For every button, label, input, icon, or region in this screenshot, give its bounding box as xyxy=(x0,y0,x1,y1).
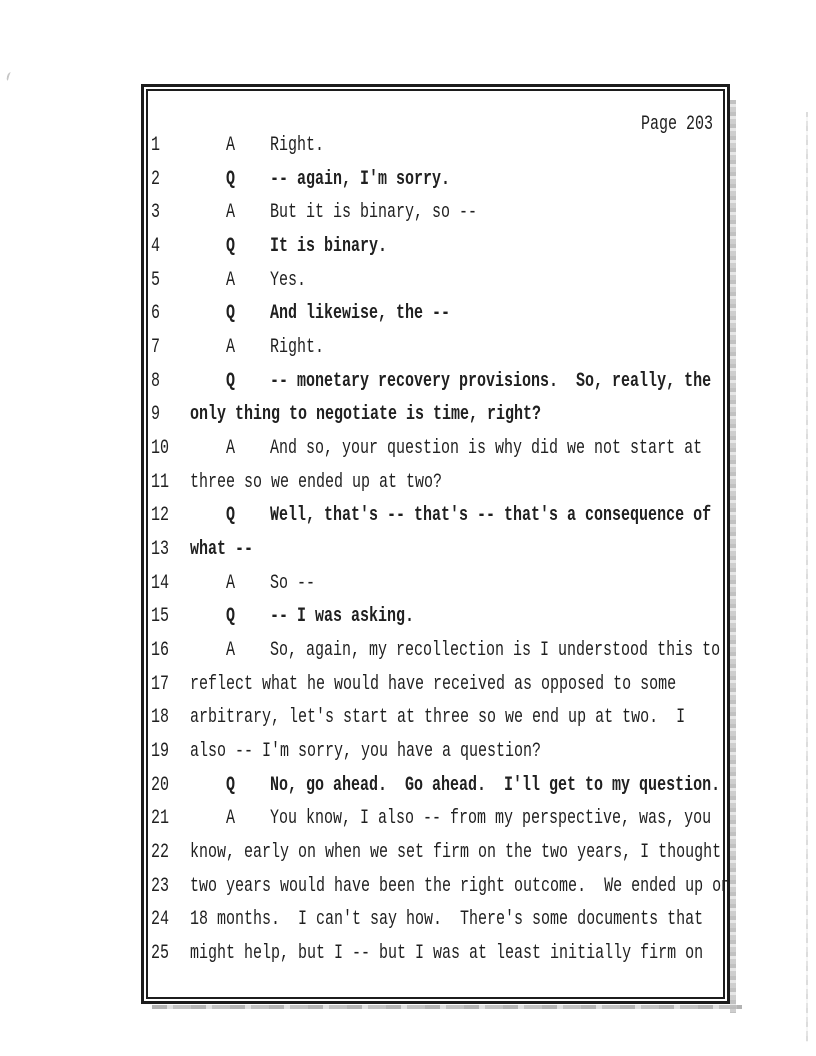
line-number: 15 xyxy=(151,604,170,629)
line-number: 2 xyxy=(151,167,161,191)
line-number: 10 xyxy=(151,436,170,461)
transcript-line xyxy=(144,135,727,163)
transcript-line xyxy=(144,472,727,500)
transcript-line xyxy=(144,404,727,432)
line-text: two years would have been the right outcome. We ended up on xyxy=(190,874,731,898)
line-number: 11 xyxy=(151,470,170,494)
speaker-label: A xyxy=(226,638,236,662)
scan-shadow-right xyxy=(730,100,736,1013)
speaker-label: A xyxy=(226,806,236,831)
speaker-label: Q xyxy=(226,234,236,259)
scan-shadow-bottom xyxy=(152,1005,742,1009)
line-number: 16 xyxy=(151,638,170,662)
line-number: 4 xyxy=(151,234,161,259)
line-number: 18 xyxy=(151,705,170,730)
line-text: No, go ahead. Go ahead. I'll get to my question. xyxy=(270,773,721,797)
speaker-label: A xyxy=(226,133,236,158)
line-number: 12 xyxy=(151,503,170,528)
line-text: arbitrary, let's start at three so we end up at two. I xyxy=(190,705,686,730)
transcript-line xyxy=(144,202,727,230)
line-text: 18 months. I can't say how. There's some documents that xyxy=(190,907,704,932)
transcript-line xyxy=(144,775,727,803)
line-number: 23 xyxy=(151,874,170,898)
line-number: 13 xyxy=(151,537,170,561)
transcript-line xyxy=(144,741,727,769)
transcript-line xyxy=(144,606,727,634)
line-text: And likewise, the -- xyxy=(270,301,451,326)
paper-edge-line xyxy=(806,112,808,1042)
line-number: 17 xyxy=(151,672,170,696)
line-number: 3 xyxy=(151,200,161,225)
speaker-label: Q xyxy=(226,167,236,191)
line-number: 24 xyxy=(151,907,170,932)
line-text: So, again, my recollection is I understood this to xyxy=(270,638,721,662)
transcript-line xyxy=(144,169,727,197)
transcript-page-frame xyxy=(141,84,730,1004)
line-text: -- again, I'm sorry. xyxy=(270,167,451,191)
transcript-line xyxy=(144,371,727,399)
line-text: might help, but I -- but I was at least initially firm on xyxy=(190,941,704,965)
line-text: So -- xyxy=(270,571,316,595)
transcript-line xyxy=(144,236,727,264)
scan-speck xyxy=(6,72,13,82)
transcript-line xyxy=(144,909,727,937)
speaker-label: Q xyxy=(226,301,236,326)
transcript-line xyxy=(144,539,727,567)
line-text: -- I was asking. xyxy=(270,604,415,629)
line-number: 1 xyxy=(151,133,161,158)
line-number: 9 xyxy=(151,402,161,427)
speaker-label: A xyxy=(226,436,236,461)
line-text: also -- I'm sorry, you have a question? xyxy=(190,739,542,763)
line-text: You know, I also -- from my perspective, was, you xyxy=(270,806,712,831)
line-text: what -- xyxy=(190,537,254,561)
speaker-label: Q xyxy=(226,503,236,528)
page-number-label: Page 203 xyxy=(640,112,713,137)
transcript-line xyxy=(144,808,727,836)
line-text: only thing to negotiate is time, right? xyxy=(190,402,542,427)
line-text: Yes. xyxy=(270,268,307,292)
line-text: -- monetary recovery provisions. So, really, the xyxy=(270,369,712,393)
line-text: reflect what he would have received as opposed to some xyxy=(190,672,677,696)
line-text: three so we ended up at two? xyxy=(190,470,443,494)
transcript-line xyxy=(144,943,727,971)
speaker-label: Q xyxy=(226,369,236,393)
transcript-line xyxy=(144,303,727,331)
line-text: And so, your question is why did we not start at xyxy=(270,436,703,461)
transcript-line xyxy=(144,707,727,735)
line-number: 8 xyxy=(151,369,161,393)
line-number: 20 xyxy=(151,773,170,797)
line-text: Well, that's -- that's -- that's a consequence of xyxy=(270,503,712,528)
transcript-line xyxy=(144,270,727,298)
transcript-line xyxy=(144,640,727,668)
transcript-line xyxy=(144,438,727,466)
transcript-lines xyxy=(144,87,731,1001)
transcript-line xyxy=(144,337,727,365)
speaker-label: Q xyxy=(226,604,236,629)
speaker-label: Q xyxy=(226,773,236,797)
transcript-line xyxy=(144,874,731,904)
speaker-label: A xyxy=(226,335,236,360)
transcript-line xyxy=(144,842,727,870)
line-number: 25 xyxy=(151,941,170,965)
line-number: 21 xyxy=(151,806,170,831)
speaker-label: A xyxy=(226,268,236,292)
line-number: 5 xyxy=(151,268,161,292)
speaker-label: A xyxy=(226,571,236,595)
line-text: But it is binary, so -- xyxy=(270,200,478,225)
transcript-line xyxy=(144,505,727,533)
line-text: know, early on when we set firm on the two years, I thought xyxy=(190,840,722,864)
line-number: 22 xyxy=(151,840,170,864)
line-number: 6 xyxy=(151,301,161,326)
line-text: Right. xyxy=(270,335,325,360)
line-text: Right. xyxy=(270,133,325,158)
transcript-line xyxy=(144,674,727,702)
line-number: 14 xyxy=(151,571,170,595)
line-number: 7 xyxy=(151,335,161,360)
speaker-label: A xyxy=(226,200,236,225)
line-number: 19 xyxy=(151,739,170,763)
transcript-line xyxy=(144,573,727,601)
line-text: It is binary. xyxy=(270,234,388,259)
